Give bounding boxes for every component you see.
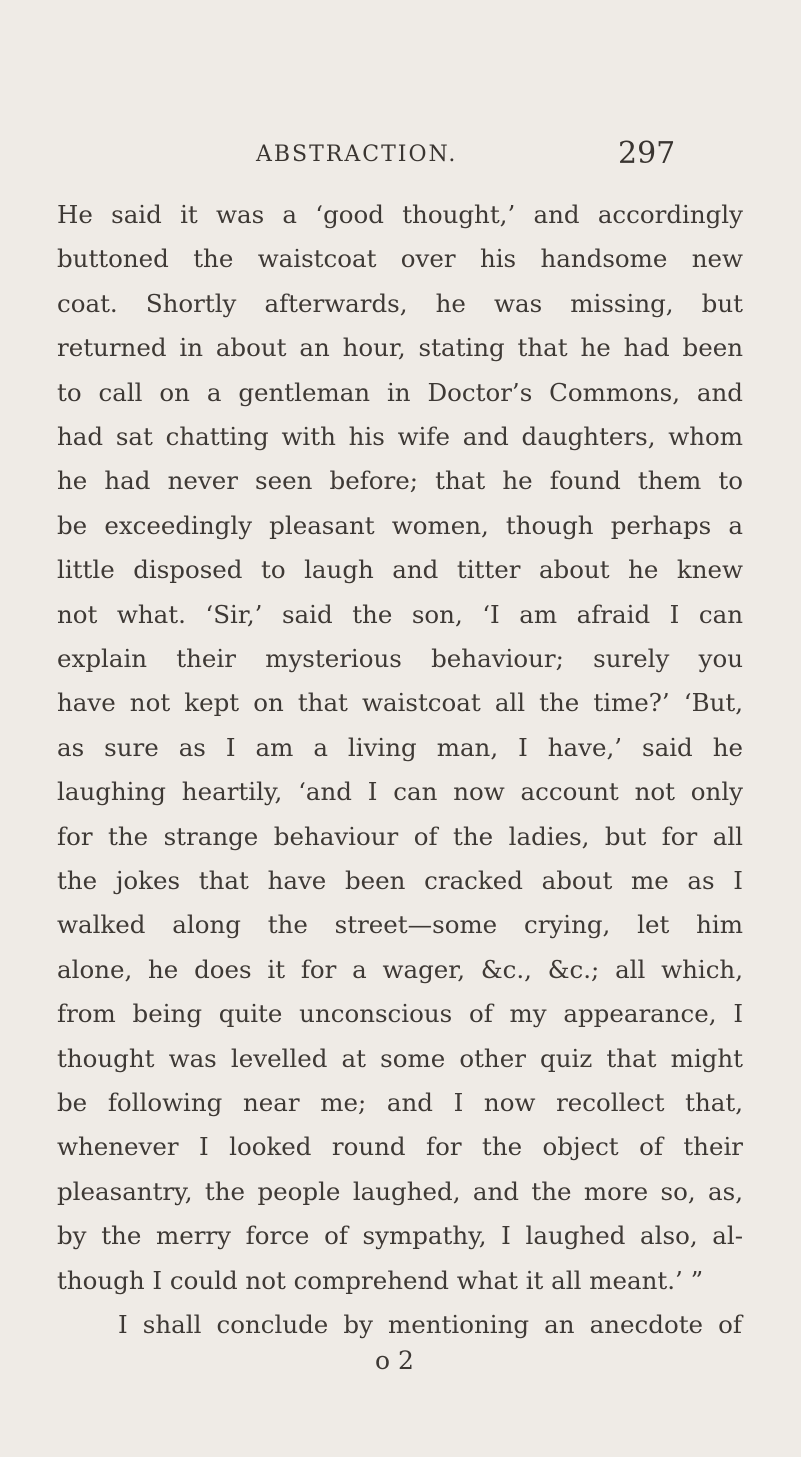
text-line: I shall conclude by mentioning an anecdote of: [118, 1310, 742, 1339]
text-line: for the strange behaviour of the ladies, but for all: [57, 821, 743, 851]
text-line: whenever I looked round for the object of their: [57, 1132, 743, 1162]
text-line: walked along the street—some crying, let him: [57, 910, 743, 940]
text-line: He said it was a ‘good thought,’ and accordingly: [57, 200, 743, 229]
text-line: be exceedingly pleasant women, though perhaps a: [57, 510, 743, 540]
text-line: coat. Shortly afterwards, he was missing, but: [57, 288, 743, 318]
running-head: ABSTRACTION.: [256, 142, 458, 167]
text-line: from being quite unconscious of my appearance, I: [57, 999, 743, 1029]
text-line: had sat chatting with his wife and daughters, whom: [57, 422, 743, 451]
page-header: [0, 138, 801, 178]
signature-mark: o 2: [375, 1346, 414, 1375]
text-line: have not kept on that waistcoat all the time?’ ‘But,: [57, 688, 743, 718]
text-line: buttoned the waistcoat over his handsome new: [57, 244, 743, 274]
text-line: alone, he does it for a wager, &c., &c.; all which,: [57, 954, 743, 984]
page-number: 297: [618, 136, 676, 171]
text-line: not what. ‘Sir,’ said the son, ‘I am afraid I can: [57, 599, 743, 629]
text-line: as sure as I am a living man, I have,’ said he: [57, 732, 743, 762]
text-line: by the merry force of sympathy, I laughed also, al-: [57, 1221, 743, 1251]
text-line: explain their mysterious behaviour; surely you: [57, 644, 743, 673]
text-line: thought was levelled at some other quiz that might: [57, 1043, 743, 1073]
text-line: he had never seen before; that he found them to: [57, 466, 743, 496]
text-line: little disposed to laugh and titter about he knew: [57, 555, 743, 585]
text-line: returned in about an hour, stating that he had been: [57, 333, 743, 363]
text-line: though I could not comprehend what it all meant.’ ”: [57, 1265, 704, 1295]
text-line: laughing heartily, ‘and I can now account not only: [57, 777, 743, 807]
text-line: be following near me; and I now recollect that,: [57, 1088, 743, 1117]
text-line: the jokes that have been cracked about me as I: [57, 866, 743, 895]
text-line: to call on a gentleman in Doctor’s Commons, and: [57, 377, 743, 407]
text-line: pleasantry, the people laughed, and the more so, as,: [57, 1176, 743, 1206]
